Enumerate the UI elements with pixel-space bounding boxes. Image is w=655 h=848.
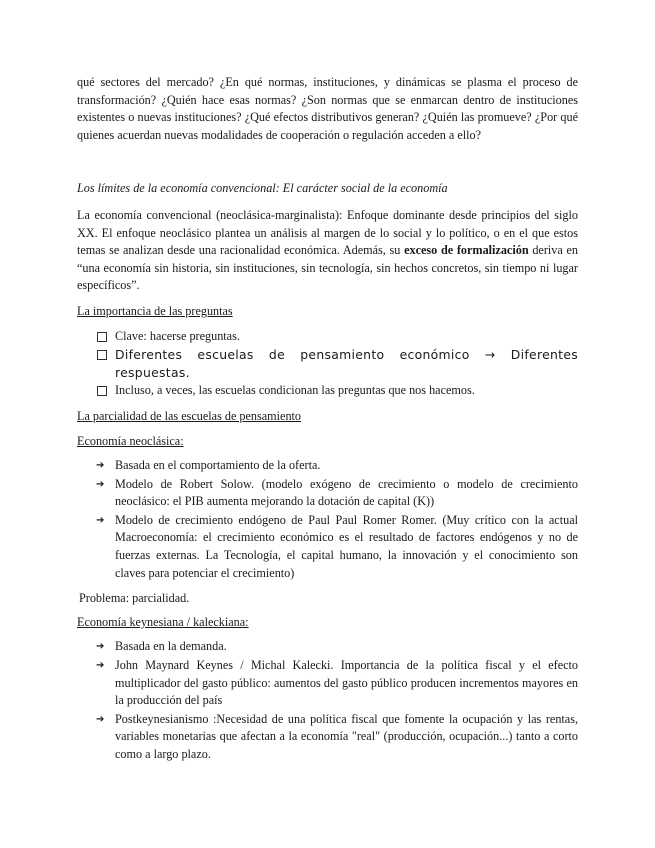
para1-bold: exceso de formalización xyxy=(404,243,529,258)
intro-paragraph: qué sectores del mercado? ¿En qué normas, instituciones, y dinámicas se plasma el proceso de transformación? ¿Quién hace esas normas? ¿Son normas que se enmarcan dentro de instituciones existentes o nuevas instituciones? ¿Qué efectos distributivos generan? ¿Quién las promueve? ¿Por qué quienes acuerdan nuevas modalidades de cooperación o regulación acceden a ello? xyxy=(77,75,578,142)
list-item: ➔ Modelo de crecimiento endógeno de Paul Paul Romer Romer. (Muy crítico con la actual Macroeconomía: el crecimiento económico es el resultado de factores endógenos y no de fuerzas externas. La Tecnología, el capital humano, la innovación y el conocimiento son claves para potenciar el crecimiento) xyxy=(77,512,578,582)
list-item: Incluso, a veces, las escuelas condicionan las preguntas que nos hacemos. xyxy=(77,382,578,400)
para1-text-b: deriva en “una economía sin historia, sin instituciones, sin tecnología, sin hechos concretos, sin tiempo ni lugar específicos”. xyxy=(77,243,578,293)
list-item: ➔ Basada en el comportamiento de la oferta. xyxy=(77,457,578,475)
conventional-economy-paragraph xyxy=(77,207,578,295)
section-title: Los límites de la economía convencional: El carácter social de la economía xyxy=(77,181,448,196)
partiality-heading: La parcialidad de las escuelas de pensamiento xyxy=(77,408,302,423)
keynesian-heading: Economía keynesiana / kaleckiana: xyxy=(77,614,249,629)
problem-text: Problema: parcialidad. xyxy=(79,591,190,606)
document-page xyxy=(77,74,578,772)
list-item: ➔ John Maynard Keynes / Michal Kalecki. Importancia de la política fiscal y el efecto multiplicador del gasto público: aumentos del gasto público producen incrementos mayores en la producción del país xyxy=(77,657,578,710)
keynesian-list xyxy=(77,638,578,763)
importance-list xyxy=(77,328,578,400)
neoclassical-list xyxy=(77,457,578,582)
list-item: Diferentes escuelas de pensamiento económico → Diferentes respuestas. xyxy=(77,346,578,381)
list-item: ➔ Basada en la demanda. xyxy=(77,638,578,656)
list-item: Clave: hacerse preguntas. xyxy=(77,328,578,346)
para1-text-a: La economía convencional (neoclásica-marginalista): Enfoque dominante desde principios del siglo XX. El enfoque neoclásico plantea un análisis al margen de lo social y lo político, o en el que estos temas se analizan desde una racionalidad económica. Además, su xyxy=(77,207,578,258)
list-item: ➔ Modelo de Robert Solow. (modelo exógeno de crecimiento o modelo de crecimiento neoclásico: el PIB aumenta mejorando la dotación de capital (K)) xyxy=(77,476,578,511)
list-item: ➔ Postkeynesianismo :Necesidad de una política fiscal que fomente la ocupación y las rentas, variables monetarias que afectan a la economía "real" (producción, ocupación...) tanto a corto como a largo plazo. xyxy=(77,711,578,764)
importance-heading: La importancia de las preguntas xyxy=(77,303,233,318)
neoclassical-heading: Economía neoclásica: xyxy=(77,433,184,448)
